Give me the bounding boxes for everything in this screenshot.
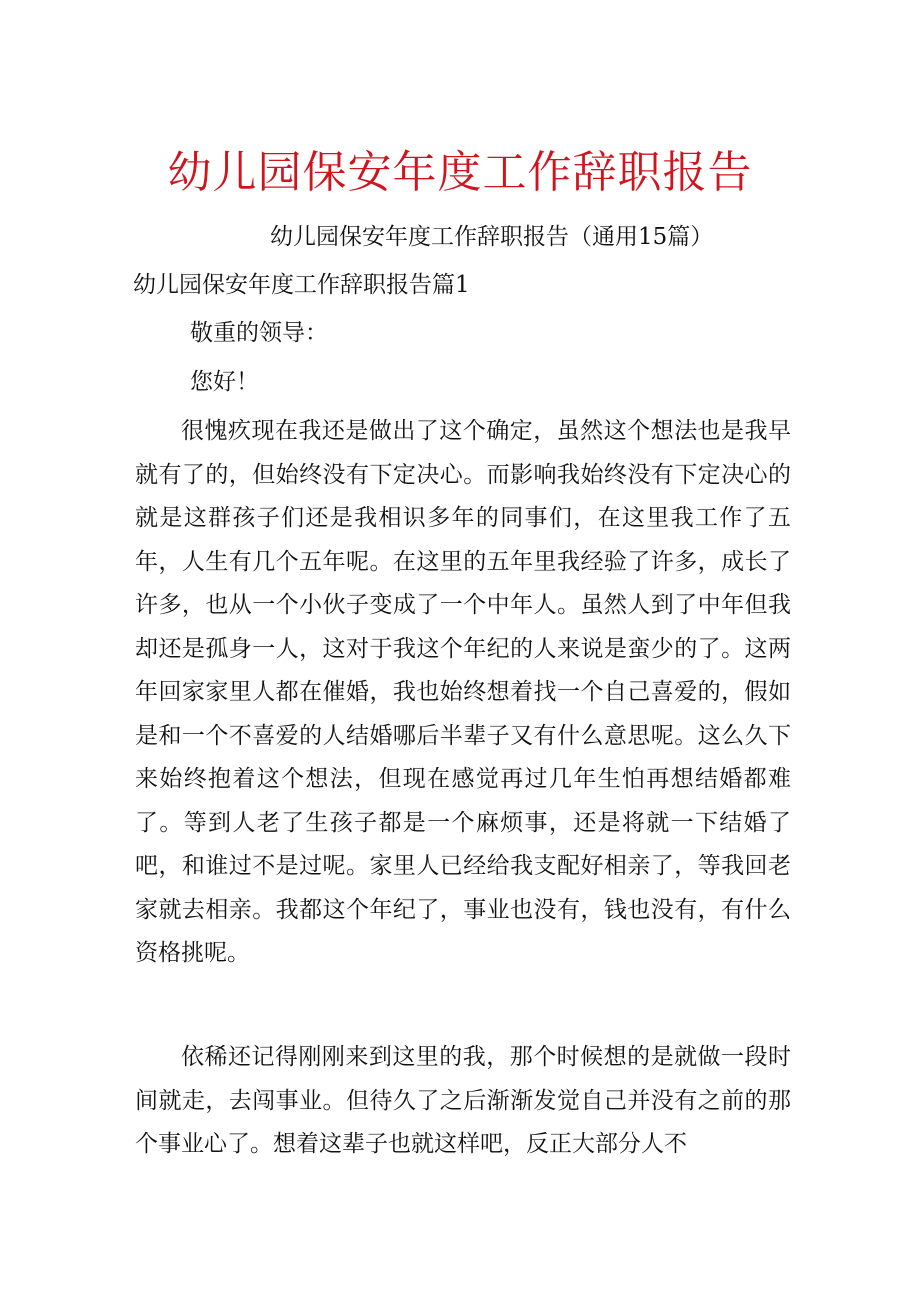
body-paragraph-1: 很愧疚现在我还是做出了这个确定，虽然这个想法也是我早就有了的，但始终没有下定决心。而影响我始终没有下定决心的就是这群孩子们还是我相识多年的同事们，在这里我工作了五年，人生有几个五年呢。在这里的五年里我经验了许多，成长了许多，也从一个小伙子变成了一个中年人。虽然人到了中年但我却还是孤身一人，这对于我这个年纪的人来说是蛮少的了。这两年回家家里人都在催婚，我也始终想着找一个自己喜爱的，假如是和一个不喜爱的人结婚哪后半辈子又有什么意思呢。这么久下来始终抱着这个想法，但现在感觉再过几年生怕再想结婚都难了。等到人老了生孩子都是一个麻烦事，还是将就一下结婚了吧，和谁过不是过呢。家里人已经给我支配好相亲了，等我回老家就去相亲。我都这个年纪了，事业也没有，钱也没有，有什么资格挑呢。 — [135, 418, 791, 966]
greeting: 您好！ — [190, 369, 259, 395]
salutation: 敬重的领导： — [190, 320, 328, 346]
body-paragraph-2: 依稀还记得刚刚来到这里的我，那个时候想的是就做一段时间就走，去闯事业。但待久了之后渐渐发觉自己并没有之前的那个事业心了。想着这辈子也就这样吧，反正大部分人不 — [135, 1044, 791, 1157]
document-subtitle: 幼儿园保安年度工作辞职报告（通用15篇） — [270, 224, 714, 250]
section-heading: 幼儿园保安年度工作辞职报告篇1 — [133, 272, 470, 298]
document-title: 幼儿园保安年度工作辞职报告 — [167, 147, 753, 198]
